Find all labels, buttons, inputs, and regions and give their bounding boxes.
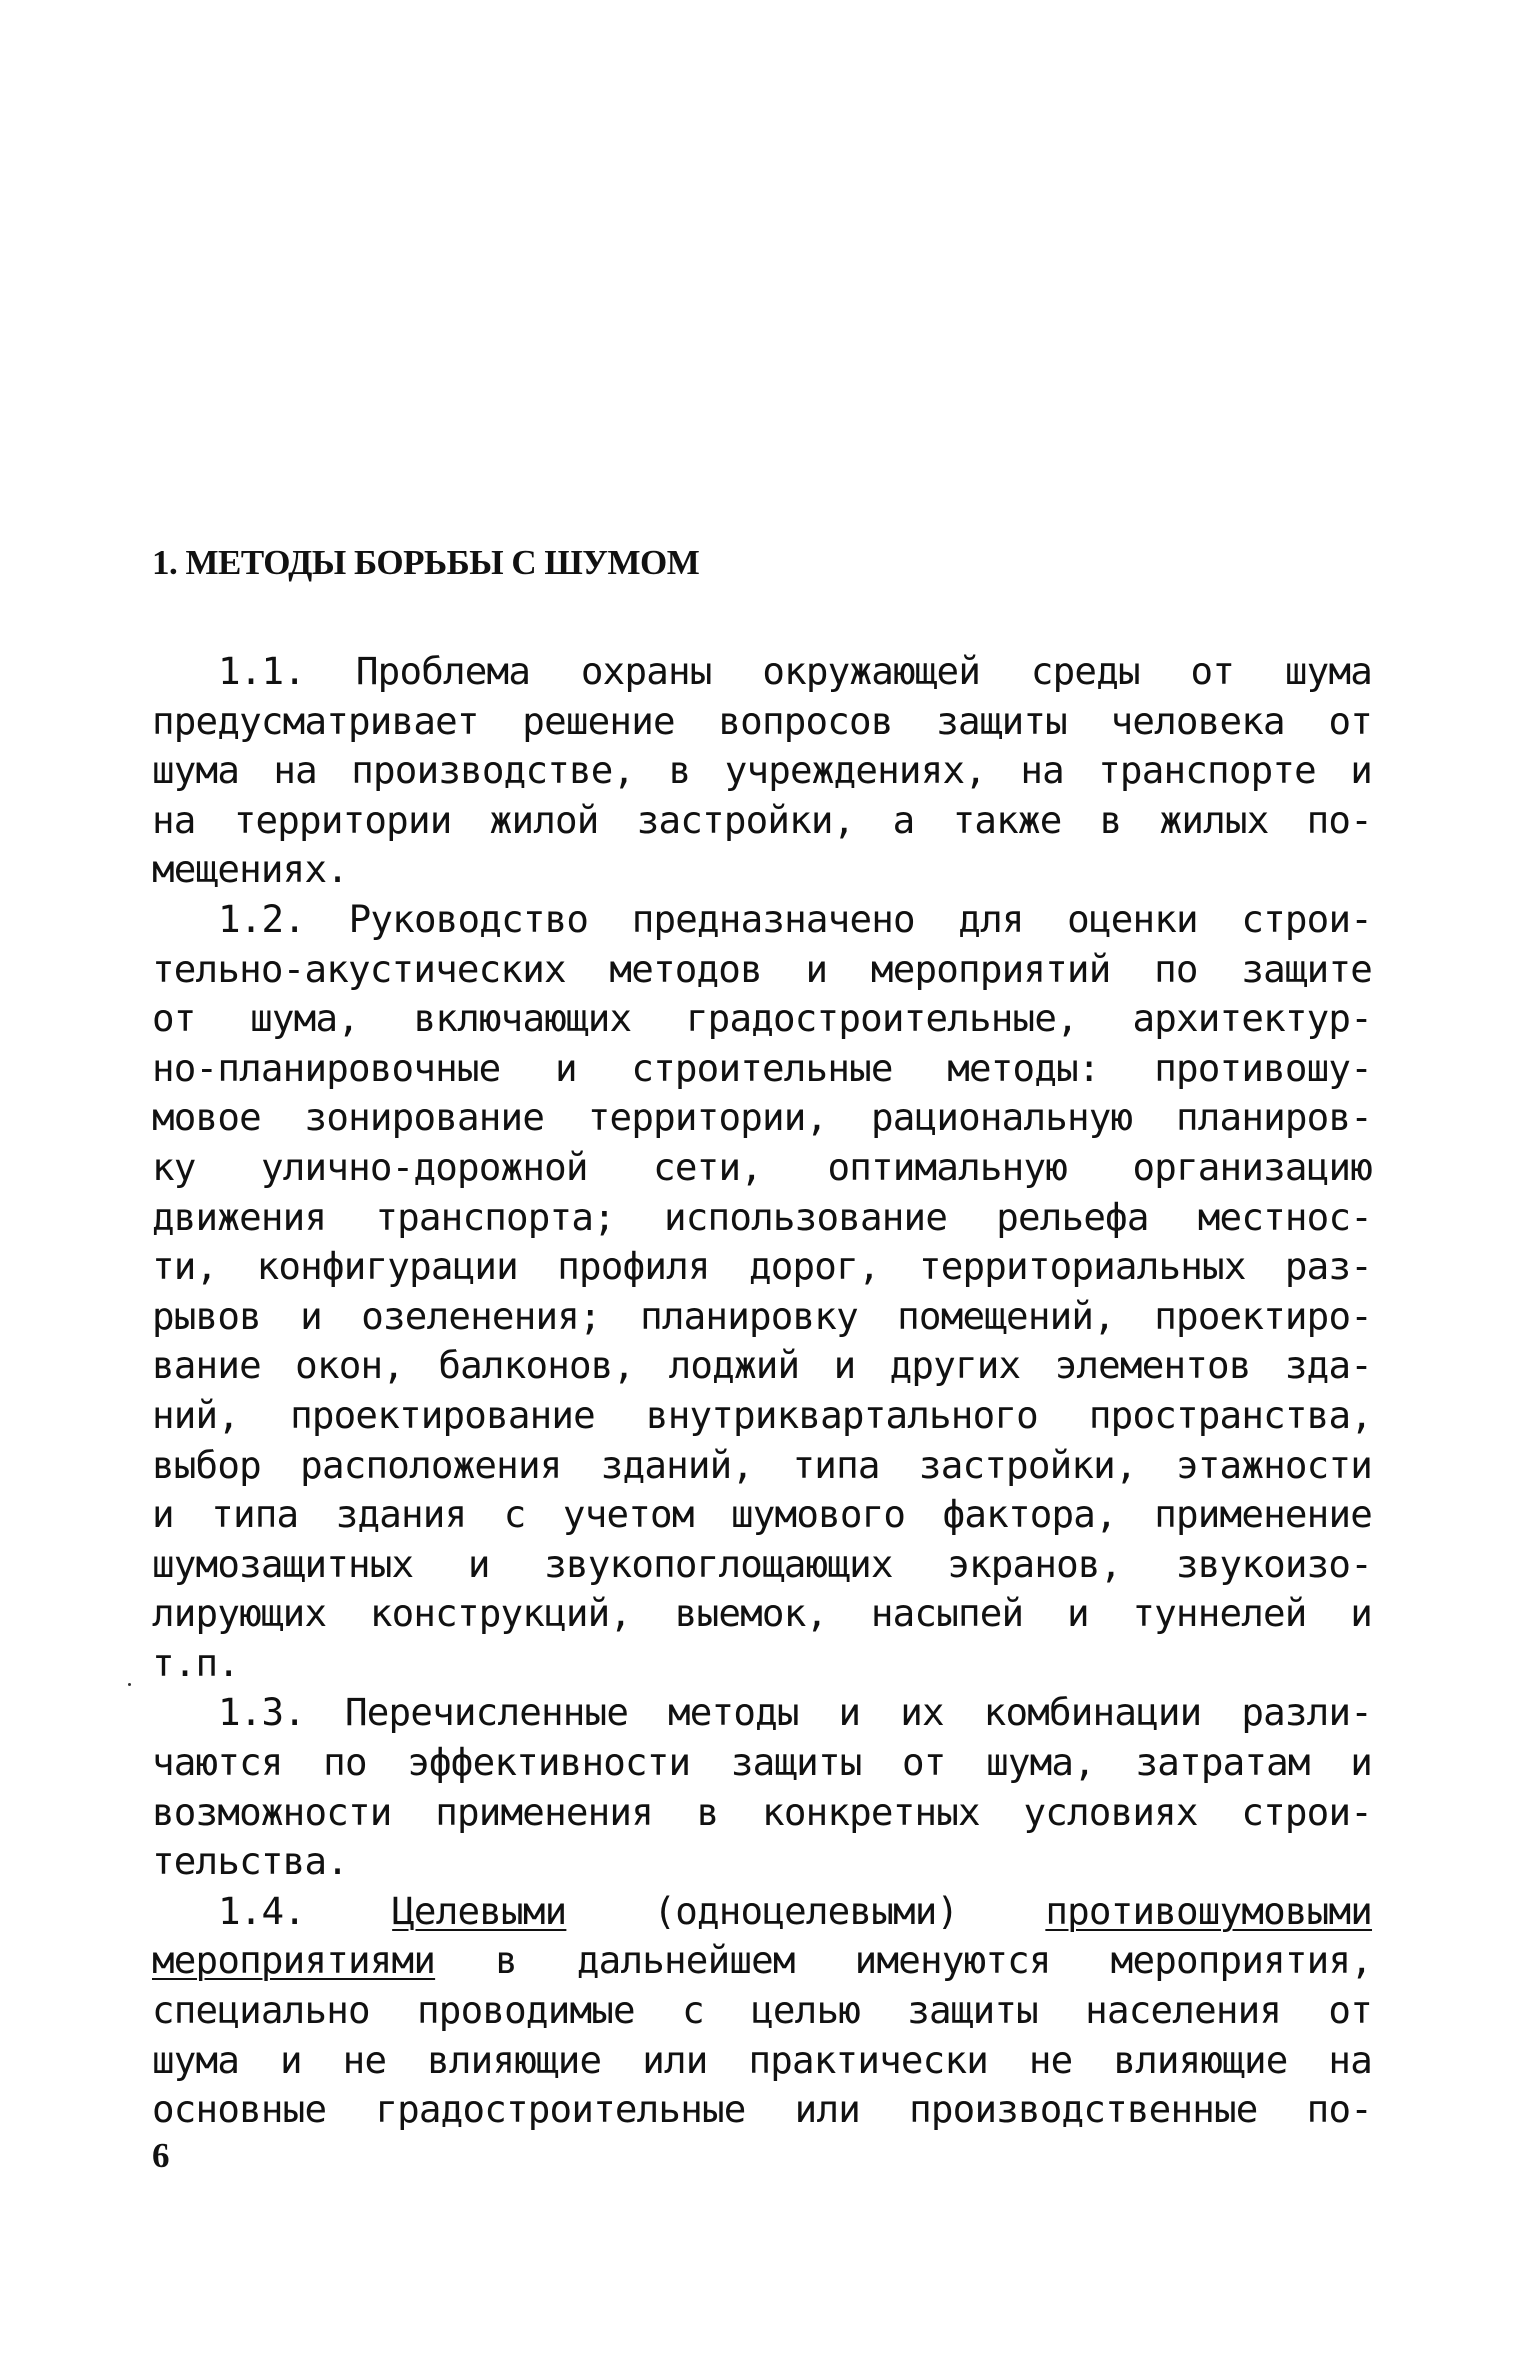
- term-noise-protection: противошумовыми: [1045, 1888, 1373, 1933]
- term-measures: мероприятиями: [152, 1938, 436, 1983]
- text-line: тельно-акустических методов и мероприятий по защите: [152, 946, 1372, 991]
- text-line: основные градостроительные или производственные по-: [152, 2087, 1372, 2132]
- stray-dot-mark: [128, 1683, 131, 1686]
- term-target-measures: Целевыми: [392, 1888, 567, 1933]
- text-line: на территории жилой застройки, а также в жилых по-: [152, 797, 1372, 842]
- text-line: ку улично-дорожной сети, оптимальную организацию: [152, 1144, 1372, 1189]
- text-line: 1.1. Проблема охраны окружающей среды от шума: [218, 649, 1372, 693]
- text-line: ний, проектирование внутриквартального пространства,: [152, 1392, 1372, 1437]
- body-text: [152, 647, 1372, 2135]
- text-line: мовое зонирование территории, рациональную планиров-: [152, 1095, 1372, 1140]
- section-heading: 1. МЕТОДЫ БОРЬБЫ С ШУМОМ: [152, 543, 700, 582]
- text-line: специально проводимые с целью защиты населения от: [152, 1988, 1372, 2033]
- text-line: и типа здания с учетом шумового фактора, применение: [152, 1492, 1372, 1537]
- text-line: лирующих конструкций, выемок, насыпей и туннелей и: [152, 1591, 1372, 1636]
- text-line: тельства.: [152, 1839, 348, 1884]
- para4-paren: (одноцелевыми): [653, 1888, 959, 1933]
- text-line: 1.2. Руководство предназначено для оценки строи-: [218, 896, 1372, 941]
- para4-continuation: в дальнейшем именуются мероприятия,: [495, 1938, 1372, 1983]
- para4-number: 1.4.: [218, 1888, 306, 1933]
- text-line-para4-second: [152, 1936, 1372, 1986]
- text-line: вание окон, балконов, лоджий и других элементов зда-: [152, 1343, 1372, 1388]
- text-line: ти, конфигурации профиля дорог, территориальных раз-: [152, 1244, 1372, 1289]
- text-line: но-планировочные и строительные методы: противошу-: [152, 1045, 1372, 1090]
- text-line: предусматривает решение вопросов защиты человека от: [152, 698, 1372, 743]
- page-number: 6: [152, 2136, 170, 2175]
- text-line: от шума, включающих градостроительные, архитектур-: [152, 996, 1372, 1041]
- text-line: рывов и озеленения; планировку помещений, проектиро-: [152, 1293, 1372, 1338]
- text-line: шума и не влияющие или практически не влияющие на: [152, 2037, 1372, 2082]
- text-line: т.п.: [152, 1640, 240, 1685]
- text-line: чаются по эффективности защиты от шума, затратам и: [152, 1740, 1372, 1785]
- text-line: выбор расположения зданий, типа застройки, этажности: [152, 1442, 1372, 1487]
- text-line: 1.3. Перечисленные методы и их комбинации разли-: [218, 1690, 1372, 1735]
- text-line-para4-first: [152, 1887, 1372, 1937]
- text-line: шумозащитных и звукопоглощающих экранов, звукоизо-: [152, 1541, 1372, 1586]
- text-line: мещениях.: [152, 847, 348, 892]
- text-line: движения транспорта; использование рельефа местнос-: [152, 1194, 1372, 1239]
- text-line: шума на производстве, в учреждениях, на транспорте и: [152, 748, 1372, 793]
- text-line: возможности применения в конкретных условиях строи-: [152, 1789, 1372, 1834]
